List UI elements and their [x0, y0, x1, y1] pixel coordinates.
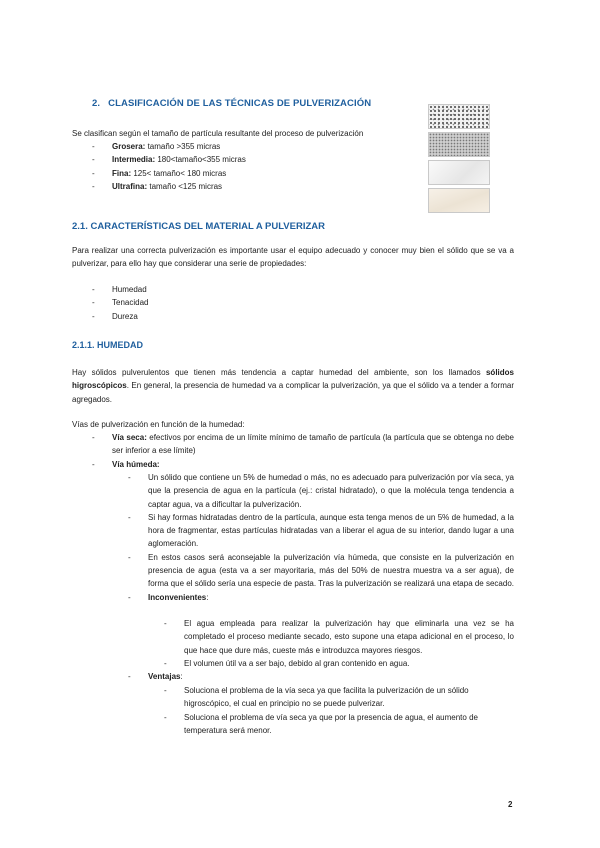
page-number: 2 — [508, 800, 513, 809]
particle-size-images — [428, 104, 490, 216]
list-item: - Fina: 125< tamaño< 180 micras — [92, 167, 412, 180]
list-item: - Ultrafina: tamaño <125 micras — [92, 180, 412, 193]
list-item: - Dureza — [92, 310, 292, 323]
list-item: - Humedad — [92, 283, 292, 296]
list-item: - Soluciona el problema de vía seca ya que por la presencia de agua, el aumento de temperatura será menor. — [164, 711, 514, 738]
vias-list — [92, 431, 514, 471]
list-item: - En estos casos será aconsejable la pulverización vía húmeda, que consiste en la pulverización en presencia de agua (esta va a ser mayoritaria, más del 50% de nuestra muestra va a ser agua), de forma que el sólido sería una especie de pasta. Tras la pulverización se realizará una etapa de secado. — [128, 551, 514, 591]
classification-list — [92, 140, 412, 193]
list-item: - Grosera: tamaño >355 micras — [92, 140, 412, 153]
list-item: - Soluciona el problema de la vía seca ya que facilita la pulverización de un sólido higroscópico, el cual en principio no se puede pulverizar. — [164, 684, 514, 711]
section-number: 2. — [92, 98, 101, 109]
list-item: - Intermedia: 180<tamaño<355 micras — [92, 153, 412, 166]
humidity-paragraph: Hay sólidos pulverulentos que tienen más tendencia a captar humedad del ambiente, son los llamados sólidos higroscópicos. En general, la presencia de humedad va a complicar la pulverización, ya que el sólido va a tender a formar agregados. — [72, 368, 514, 404]
section-2-1-heading: 2.1. CARACTERÍSTICAS DEL MATERIAL A PULVERIZAR — [72, 221, 325, 232]
ultrafine-powder-image — [428, 188, 490, 213]
list-item: - Tenacidad — [92, 296, 292, 309]
ventajas-item: - Ventajas: — [128, 670, 328, 683]
via-humeda-item: - Vía húmeda: — [92, 458, 514, 471]
coarse-powder-image — [428, 104, 490, 129]
intermediate-powder-image — [428, 132, 490, 157]
list-item: - Si hay formas hidratadas dentro de la partícula, aunque esta tenga menos de un 5% de humedad, a la hora de fragmentar, estas partículas hidratadas van a liberar el agua de su interior, dando lugar a una aglomeración. — [128, 511, 514, 551]
inconvenientes-list — [164, 617, 514, 670]
material-intro: Para realizar una correcta pulverización es importante usar el equipo adecuado y conocer muy bien el sólido que se va a pulverizar, para ello hay que considerar una serie de propiedades: — [72, 246, 514, 269]
via-seca-item: - Vía seca: efectivos por encima de un límite mínimo de tamaño de partícula (la partícula que se obtenga no debe ser inferior a ese límite) — [92, 431, 514, 458]
vias-title: Vías de pulverización en función de la humedad: — [72, 420, 245, 429]
list-item: - El agua empleada para realizar la pulverización hay que eliminarla una vez se ha completado el proceso mediante secado, esto supone una etapa adicional en el proceso, lo que hace que dure más, cueste más e introduzca mayores riesgos. — [164, 617, 514, 657]
properties-list — [92, 283, 292, 323]
classification-intro: Se clasifican según el tamaño de partícula resultante del proceso de pulverización — [72, 129, 364, 138]
via-humeda-points — [128, 471, 514, 604]
section-title: CLASIFICACIÓN DE LAS TÉCNICAS DE PULVERIZACIÓN — [108, 98, 372, 109]
ventajas-list — [164, 684, 514, 737]
section-2-heading — [92, 98, 371, 109]
fine-powder-image — [428, 160, 490, 185]
ventajas-header — [128, 670, 328, 683]
list-item: - El volumen útil va a ser bajo, debido al gran contenido en agua. — [164, 657, 514, 670]
section-2-1-1-heading: 2.1.1. HUMEDAD — [72, 340, 144, 350]
inconvenientes-item: - Inconvenientes: — [128, 591, 514, 604]
list-item: - Un sólido que contiene un 5% de humedad o más, no es adecuado para pulverización por vía seca, ya que la presencia de agua en la partícula (ej.: cristal hidratado), o que la molécula tenga tendencia a captar agua, va a dificultar la pulverización. — [128, 471, 514, 511]
